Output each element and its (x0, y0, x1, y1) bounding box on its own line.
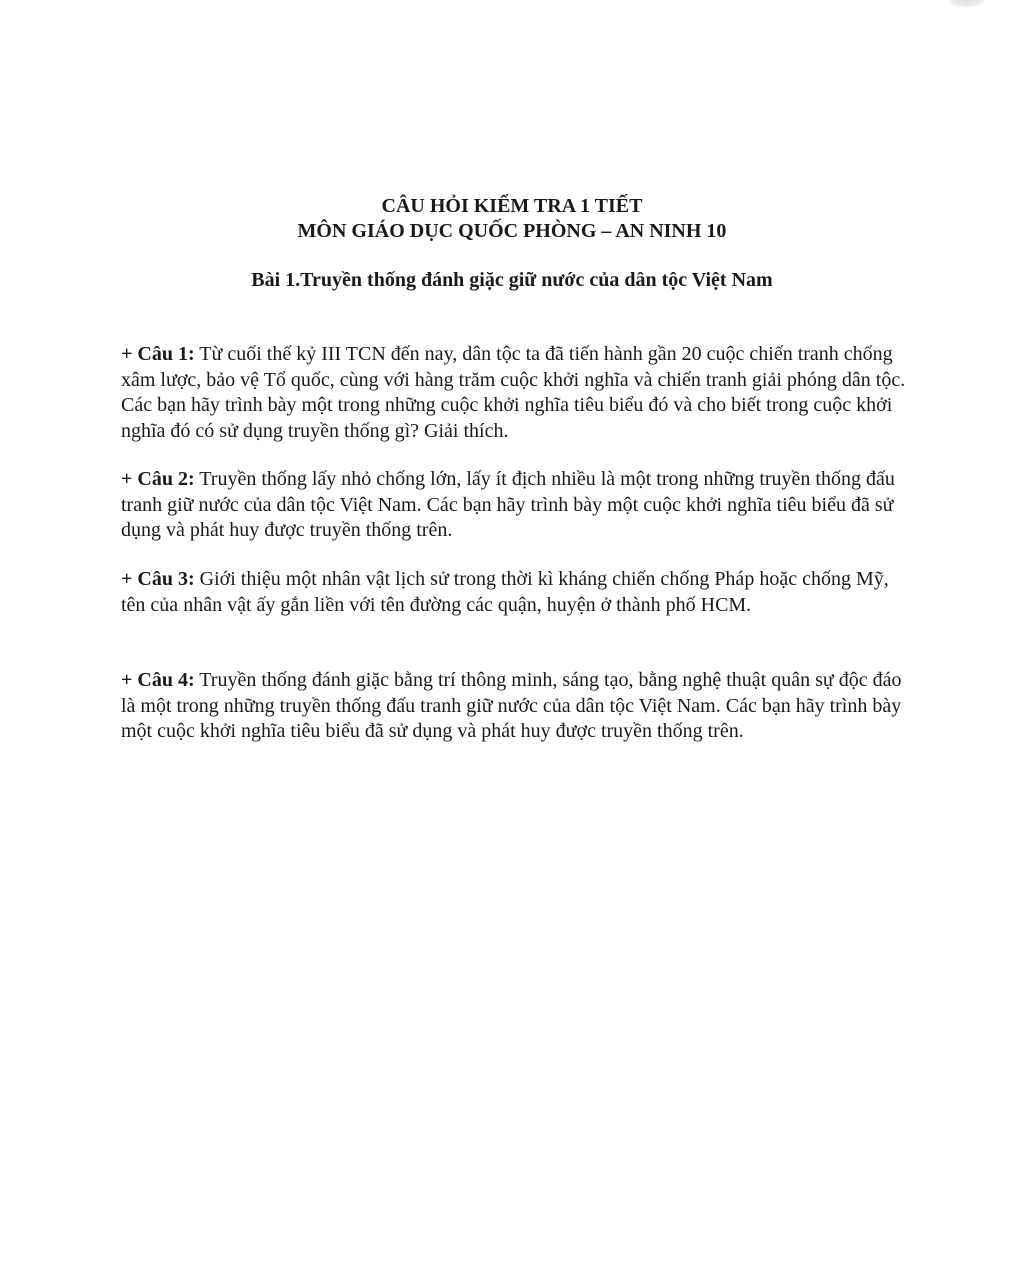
question-1-text: Từ cuối thế kỷ III TCN đến nay, dân tộc ta đã tiến hành gần 20 cuộc chiến tranh chống xâm lược, bảo vệ Tổ quốc, cùng với hàng trăm cuộc khởi nghĩa và chiến tranh giải phóng dân tộc. Các bạn hãy trình bày một trong những cuộc khởi nghĩa tiêu biểu đó và cho biết trong cuộc khởi nghĩa đó có sử dụng truyền thống gì? Giải thích. (121, 343, 906, 442)
question-2-text: Truyền thống lấy nhỏ chống lớn, lấy ít địch nhiều là một trong những truyền thống đấu tranh giữ nước của dân tộc Việt Nam. Các bạn hãy trình bày một cuộc khởi nghĩa tiêu biểu đã sử dụng và phát huy được truyền thống trên. (121, 468, 895, 541)
document-title-line-2: MÔN GIÁO DỤC QUỐC PHÒNG – AN NINH 10 (297, 220, 727, 242)
question-1 (121, 342, 911, 444)
question-3-label: + Câu 3: (121, 568, 195, 590)
question-3 (121, 567, 911, 618)
question-4 (121, 668, 911, 745)
page-corner-mark (946, 0, 986, 8)
question-4-label: + Câu 4: (121, 669, 195, 691)
question-2 (121, 467, 911, 544)
question-3-text: Giới thiệu một nhân vật lịch sử trong thời kì kháng chiến chống Pháp hoặc chống Mỹ, tên của nhân vật ấy gắn liền với tên đường các quận, huyện ở thành phố HCM. (121, 568, 889, 616)
question-4-text: Truyền thống đánh giặc bằng trí thông minh, sáng tạo, bằng nghệ thuật quân sự độc đáo là một trong những truyền thống đấu tranh giữ nước của dân tộc Việt Nam. Các bạn hãy trình bày một cuộc khởi nghĩa tiêu biểu đã sử dụng và phát huy được truyền thống trên. (121, 669, 902, 742)
lesson-title: Bài 1.Truyền thống đánh giặc giữ nước của dân tộc Việt Nam (251, 269, 773, 291)
question-2-label: + Câu 2: (121, 468, 195, 490)
document-title-line-1: CÂU HỎI KIỂM TRA 1 TIẾT (381, 195, 643, 217)
question-1-label: + Câu 1: (121, 343, 195, 365)
